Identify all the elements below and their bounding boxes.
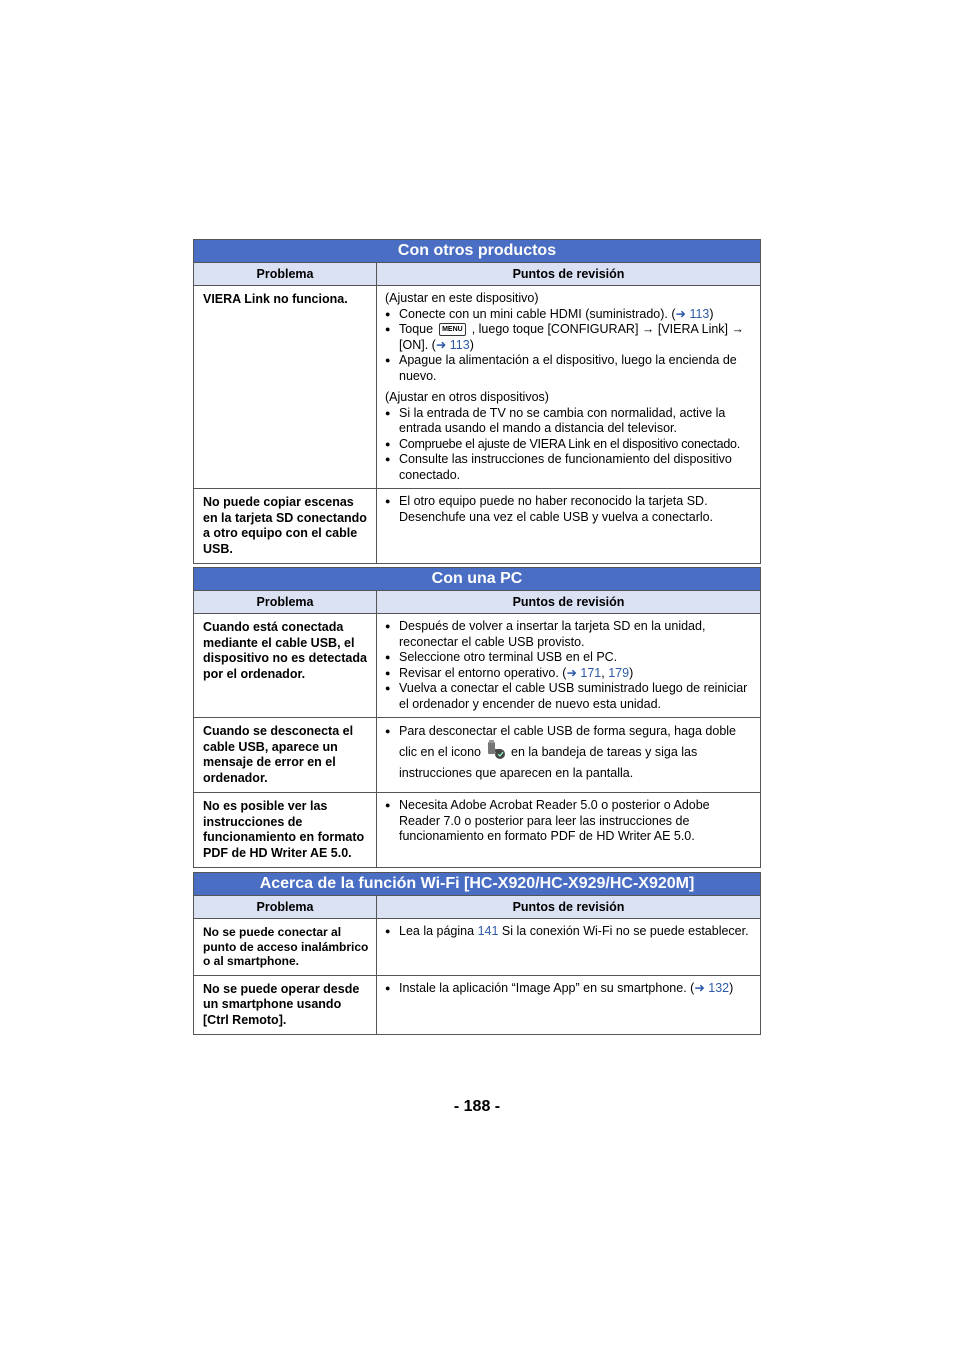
problem-cell: Cuando está conectada mediante el cable USB, el dispositivo no es detectada por el ordenador. <box>194 614 377 718</box>
points-cell <box>377 614 761 718</box>
column-header-puntos: Puntos de revisión <box>377 896 761 919</box>
table-row <box>194 614 761 718</box>
page-number: - 188 - <box>453 1098 501 1115</box>
list-item: ● Apague la alimentación a el dispositivo, luego la encienda de nuevo. <box>385 353 752 384</box>
page-reference-link[interactable]: ➜ 171 <box>566 665 602 680</box>
page-reference-link[interactable]: ➜ 132 <box>694 980 730 995</box>
table-row <box>194 793 761 868</box>
points-cell <box>377 489 761 564</box>
table-wifi <box>193 872 761 1035</box>
list-item: ● Seleccione otro terminal USB en el PC. <box>385 650 752 666</box>
list-item: ● Después de volver a insertar la tarjeta SD en la unidad, reconectar el cable USB provisto. <box>385 619 752 650</box>
list-item: ● Instale la aplicación “Image App” en su smartphone. (➜ 132) <box>385 981 752 997</box>
points-cell <box>377 286 761 489</box>
page-reference-link[interactable]: 179 <box>608 665 630 680</box>
table-con-una-pc <box>193 567 761 868</box>
usb-safe-remove-icon <box>485 740 507 765</box>
table-row <box>194 286 761 489</box>
table-row <box>194 489 761 564</box>
column-header-problema: Problema <box>194 896 377 919</box>
list-item: ● El otro equipo puede no haber reconocido la tarjeta SD. Desenchufe una vez el cable USB y vuelva a conectarlo. <box>385 494 752 525</box>
points-cell <box>377 975 761 1035</box>
list-item: ● Necesita Adobe Acrobat Reader 5.0 o posterior o Adobe Reader 7.0 o posterior para leer las instrucciones de funcionamiento en formato PDF de HD Writer AE 5.0. <box>385 798 752 845</box>
list-item: ● Revisar el entorno operativo. (➜ 171, 179) <box>385 666 752 682</box>
list-item: ● Vuelva a conectar el cable USB suministrado luego de reiniciar el ordenador y encender de nuevo esta unidad. <box>385 681 752 712</box>
column-header-problema: Problema <box>194 263 377 286</box>
page-reference-link[interactable]: ➜ 113 <box>435 337 470 352</box>
list-item: ● Lea la página 141 Si la conexión Wi-Fi no se puede establecer. <box>385 924 752 940</box>
problem-cell: Cuando se desconecta el cable USB, aparece un mensaje de error en el ordenador. <box>194 718 377 793</box>
table-row <box>194 975 761 1035</box>
points-cell <box>377 793 761 868</box>
table-row <box>194 919 761 976</box>
list-item: ● Para desconectar el cable USB de forma segura, haga doble clic en el icono en la bandeja de tareas y siga las instrucciones que aparecen en la pantalla. <box>385 723 752 782</box>
problem-cell: No se puede operar desde un smartphone usando [Ctrl Remoto]. <box>194 975 377 1035</box>
list-item: ● Si la entrada de TV no se cambia con normalidad, active la entrada usando el mando a distancia del televisor. <box>385 406 752 437</box>
group-label: (Ajustar en este dispositivo) <box>385 291 539 305</box>
list-item: ● Conecte con un mini cable HDMI (suministrado). (➜ 113) <box>385 307 752 323</box>
problem-cell: No es posible ver las instrucciones de funcionamiento en formato PDF de HD Writer AE 5.0. <box>194 793 377 868</box>
section-title: Con una PC <box>194 568 761 591</box>
table-row <box>194 718 761 793</box>
problem-cell: No se puede conectar al punto de acceso inalámbrico o al smartphone. <box>194 919 377 976</box>
points-cell <box>377 919 761 976</box>
points-cell <box>377 718 761 793</box>
column-header-puntos: Puntos de revisión <box>377 591 761 614</box>
section-title: Acerca de la función Wi-Fi [HC-X920/HC-X929/HC-X920M] <box>194 873 761 896</box>
page-reference-link[interactable]: ➜ 113 <box>675 306 710 321</box>
problem-cell: No puede copiar escenas en la tarjeta SD conectando a otro equipo con el cable USB. <box>194 489 377 564</box>
section-title: Con otros productos <box>194 240 761 263</box>
problem-cell: VIERA Link no funciona. <box>194 286 377 489</box>
column-header-problema: Problema <box>194 591 377 614</box>
table-con-otros-productos <box>193 239 761 564</box>
list-item: ● Compruebe el ajuste de VIERA Link en el dispositivo conectado. <box>385 437 752 453</box>
page-reference-link[interactable]: 141 <box>477 924 499 938</box>
group-label: (Ajustar en otros dispositivos) <box>385 390 549 404</box>
list-item: ● Toque MENU , luego toque [CONFIGURAR] → [VIERA Link] → [ON]. (➜ 113) <box>385 322 752 353</box>
menu-icon: MENU <box>439 323 466 336</box>
column-header-puntos: Puntos de revisión <box>377 263 761 286</box>
list-item: ● Consulte las instrucciones de funcionamiento del dispositivo conectado. <box>385 452 752 483</box>
